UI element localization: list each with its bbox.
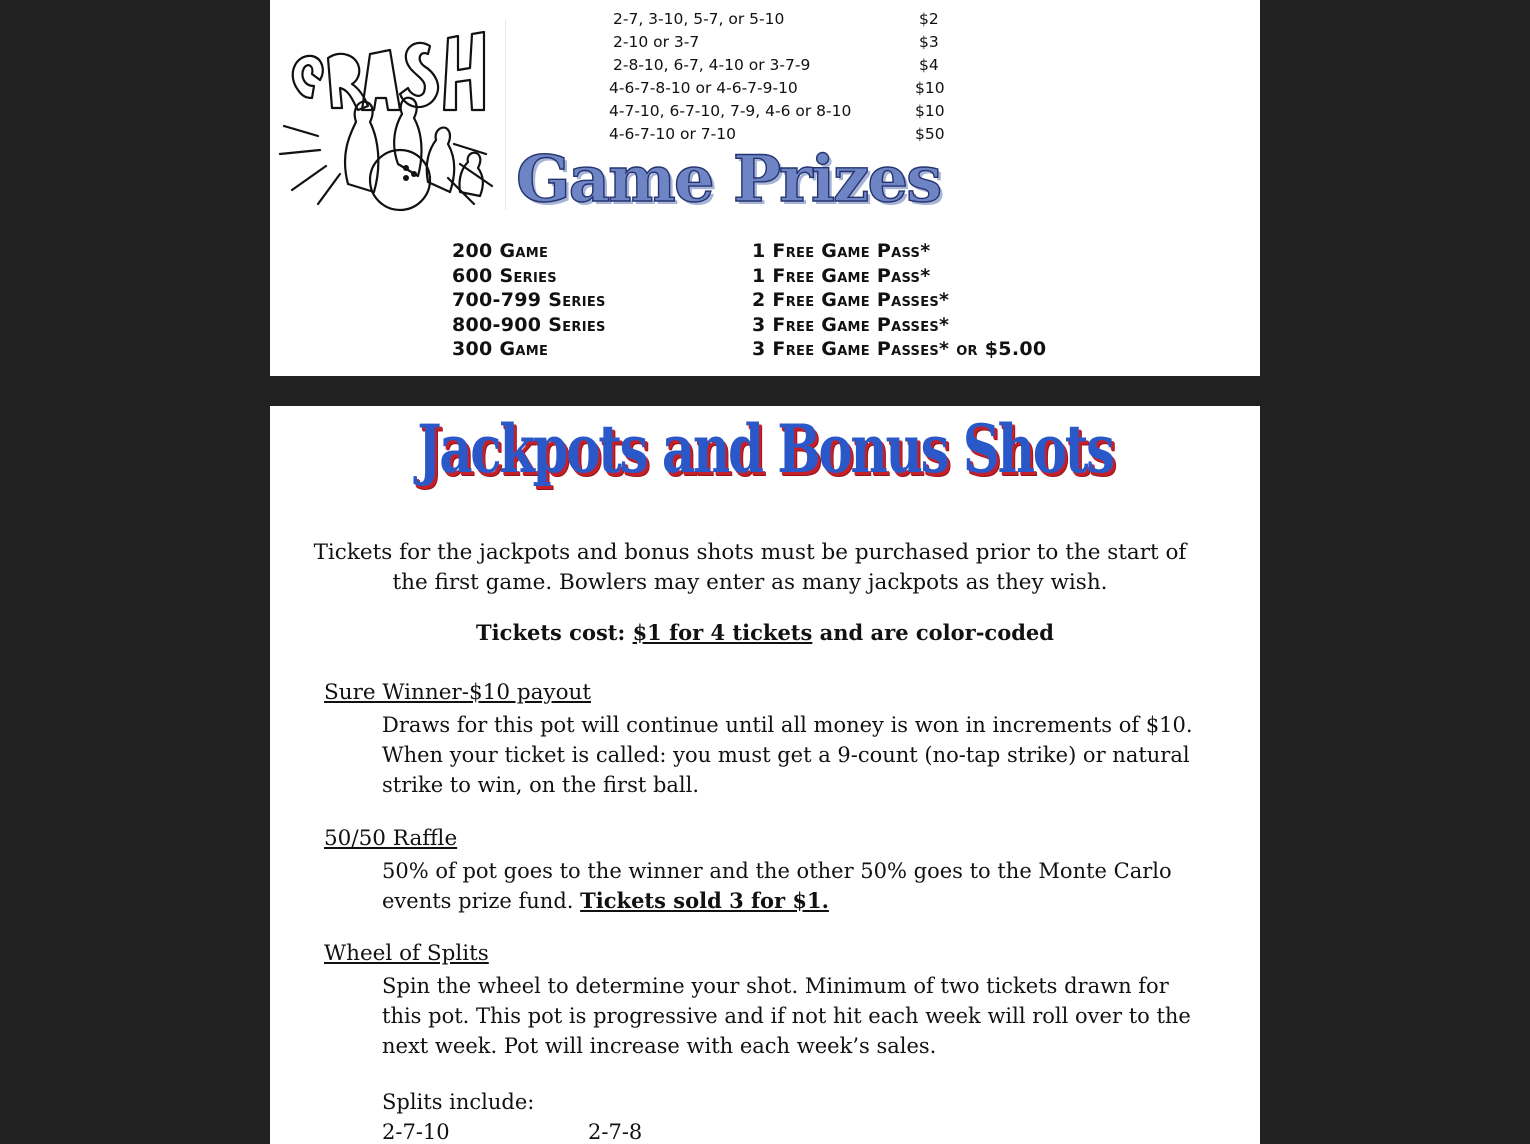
section-body-wheel-of-splits: Spin the wheel to determine your shot. Minimum of two tickets drawn for this pot. This pot is progressive and if not hit each week will roll over to the next week. Pot will increase with each week’s sales. bbox=[382, 974, 1191, 1058]
document-page-top bbox=[270, 0, 1260, 376]
prize-score: 200 Game bbox=[452, 240, 549, 262]
prize-reward: 1 Free Game Pass* bbox=[752, 240, 931, 262]
raffle-text: 50% of pot goes to the winner and the other 50% goes to the Monte Carlo events prize fund. bbox=[382, 859, 1172, 913]
game-prizes-heading: Game Prizes bbox=[516, 142, 941, 217]
crash-bowling-illustration bbox=[278, 14, 506, 214]
intro-paragraph: Tickets for the jackpots and bonus shots must be purchased prior to the start of the first game. Bowlers may enter as many jackpots as they wish. bbox=[313, 540, 1187, 595]
split-combo: 2-10 or 3-7 bbox=[613, 33, 700, 51]
cost-suffix: and are color-coded bbox=[812, 620, 1054, 645]
section-heading-sure-winner: Sure Winner-$10 payout bbox=[324, 680, 591, 705]
split-payout: $10 bbox=[915, 102, 945, 120]
ticket-cost-line bbox=[270, 620, 1260, 645]
jackpots-heading: Jackpots and Bonus Shots bbox=[417, 410, 1113, 488]
divider bbox=[505, 20, 506, 210]
document-page-bottom bbox=[270, 406, 1260, 1144]
prize-reward: 2 Free Game Passes* bbox=[752, 289, 950, 311]
split-payout: $50 bbox=[915, 125, 945, 143]
split-payout: $10 bbox=[915, 79, 945, 97]
prize-reward: 3 Free Game Passes* bbox=[752, 314, 950, 336]
split-payout: $4 bbox=[919, 56, 939, 74]
split-combo: 2-7, 3-10, 5-7, or 5-10 bbox=[613, 10, 785, 28]
prize-reward: 3 Free Game Passes* or $5.00 bbox=[752, 338, 1047, 360]
split-combo: 4-6-7-10 or 7-10 bbox=[609, 125, 736, 143]
cost-amount: $1 for 4 tickets bbox=[632, 620, 813, 645]
section-body-sure-winner: Draws for this pot will continue until all money is won in increments of $10. When your ticket is called: you must get a 9-count (no-tap strike) or natural strike to win, on the first ball. bbox=[382, 713, 1193, 797]
prize-score: 600 Series bbox=[452, 265, 557, 287]
prize-score: 700-799 Series bbox=[452, 289, 606, 311]
cost-prefix: Tickets cost: bbox=[476, 620, 633, 645]
prize-reward: 1 Free Game Pass* bbox=[752, 265, 931, 287]
section-heading-wheel-of-splits: Wheel of Splits bbox=[324, 941, 489, 966]
section-body-raffle bbox=[382, 856, 1202, 916]
split-item: 2-7-10 bbox=[382, 1120, 450, 1144]
split-combo: 2-8-10, 6-7, 4-10 or 3-7-9 bbox=[613, 56, 811, 74]
split-item: 2-7-8 bbox=[588, 1120, 643, 1144]
prize-score: 800-900 Series bbox=[452, 314, 606, 336]
split-combo: 4-7-10, 6-7-10, 7-9, 4-6 or 8-10 bbox=[609, 102, 852, 120]
raffle-ticket-price: Tickets sold 3 for $1. bbox=[580, 888, 829, 913]
section-heading-raffle: 50/50 Raffle bbox=[324, 826, 458, 851]
prize-score: 300 Game bbox=[452, 338, 549, 360]
split-payout: $3 bbox=[919, 33, 939, 51]
splits-include-label: Splits include: bbox=[382, 1090, 535, 1114]
split-combo: 4-6-7-8-10 or 4-6-7-9-10 bbox=[609, 79, 798, 97]
split-payout: $2 bbox=[919, 10, 939, 28]
